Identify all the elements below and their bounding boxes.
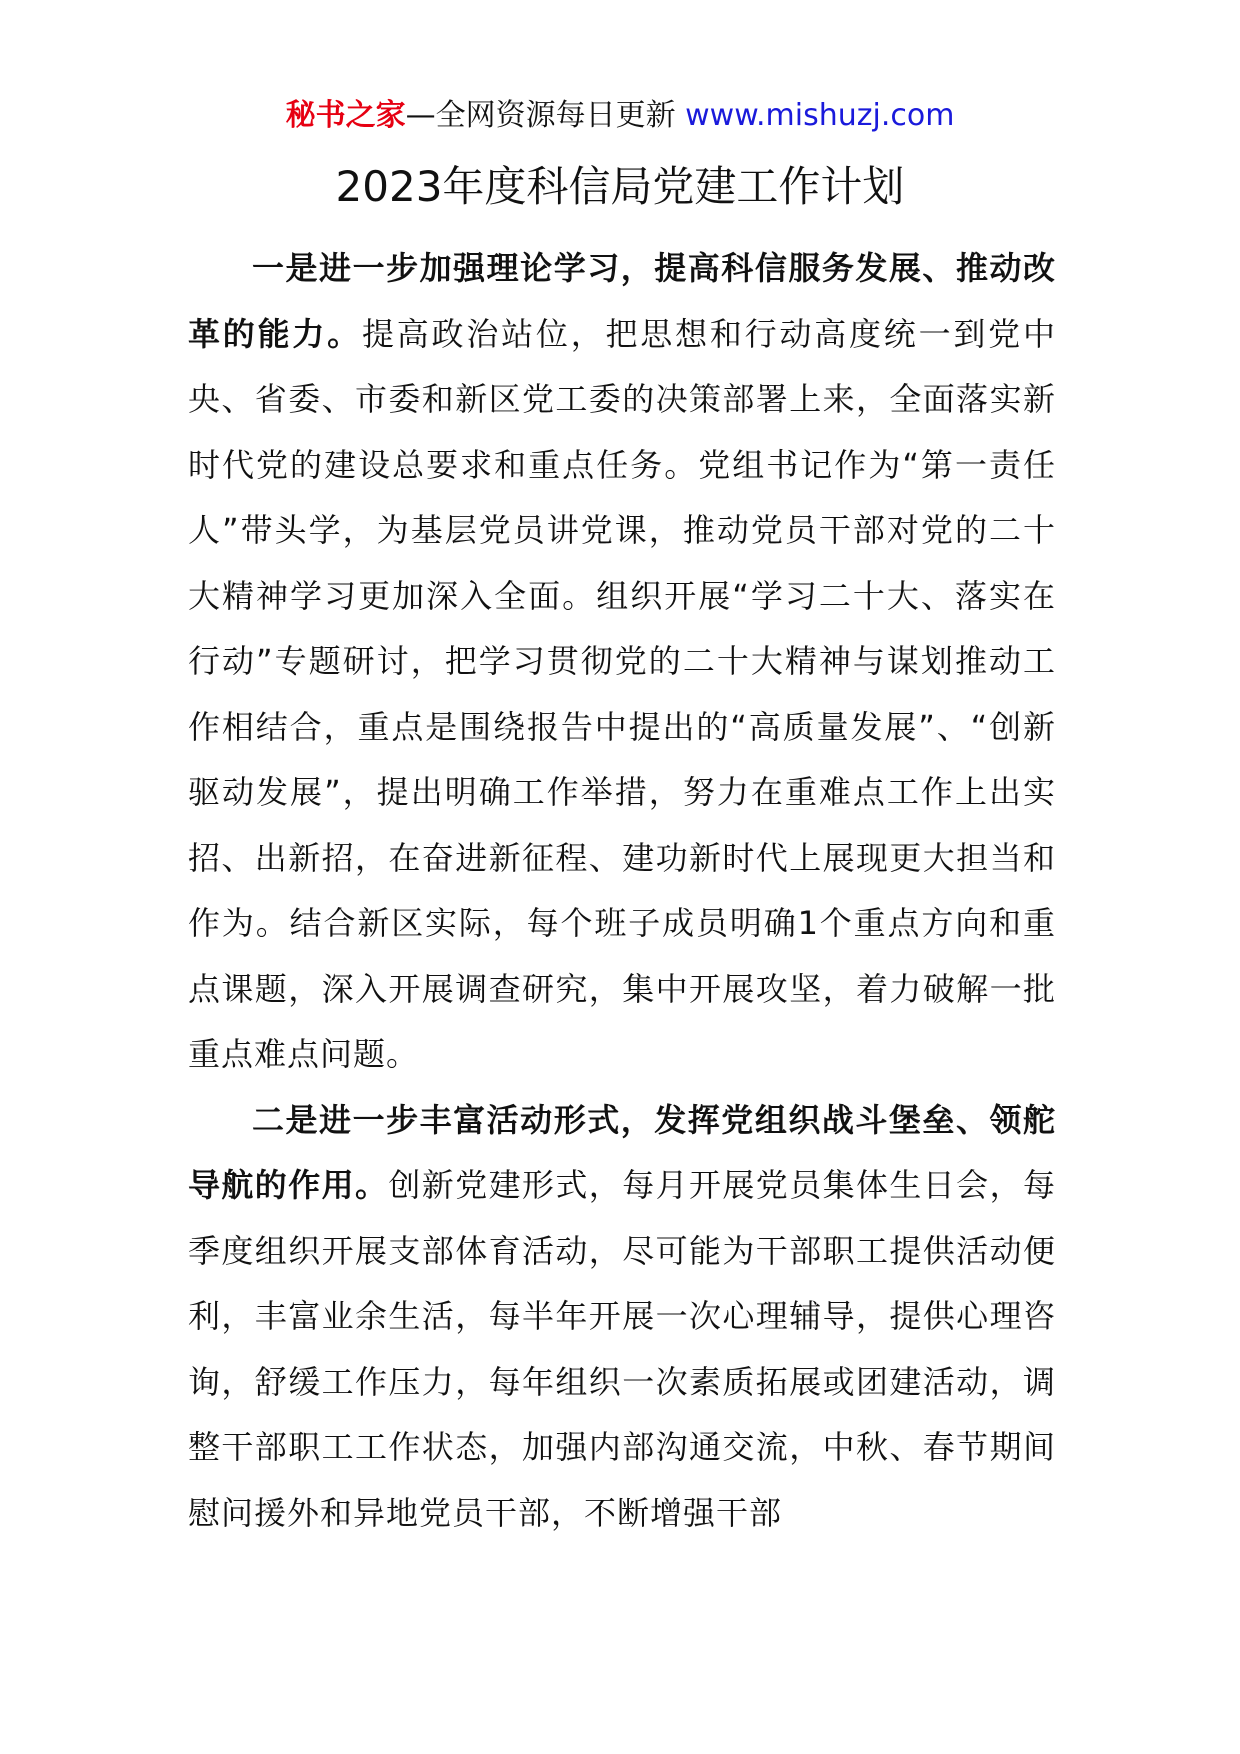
paragraph-2-text: 创新党建形式，每月开展党员集体生日会，每季度组织开展支部体育活动，尽可能为干部职工提供活动便利，丰富业余生活，每半年开展一次心理辅导，提供心理咨询，舒缓工作压力，每年组织一次素质拓展或团建活动，调整干部职工工作状态，加强内部沟通交流，中秋、春节期间慰问援外和异地党员干部，不断增强干部 xyxy=(188,1166,1056,1532)
paragraph-1-text: 提高政治站位，把思想和行动高度统一到党中央、省委、市委和新区党工委的决策部署上来，全面落实新时代党的建设总要求和重点任务。党组书记作为“第一责任人”带头学，为基层党员讲党课，推动党员干部对党的二十大精神学习更加深入全面。组织开展“学习二十大、落实在行动”专题研讨，把学习贯彻党的二十大精神与谋划推动工作相结合，重点是围绕报告中提出的“高质量发展”、“创新驱动发展”，提出明确工作举措，努力在重难点工作上出实招、出新招，在奋进新征程、建功新时代上展现更大担当和作为。结合新区实际，每个班子成员明确1个重点方向和重点课题，深入开展调查研究，集中开展攻坚，着力破解一批重点难点问题。 xyxy=(188,314,1056,1073)
paragraph-2 xyxy=(188,1088,1056,1547)
paragraph-2-lead: 二是进一步丰富活动形式，发挥党组织战斗堡垒、领舵导航的作用。 xyxy=(188,1100,1056,1204)
paragraph-1 xyxy=(188,236,1056,1088)
watermark-header xyxy=(0,98,1240,134)
document-body xyxy=(188,236,1056,1546)
site-url[interactable]: www.mishuzj.com xyxy=(685,98,955,133)
brand-name: 秘书之家 xyxy=(285,98,406,133)
paragraph-1-lead: 一是进一步加强理论学习，提高科信服务发展、推动改革的能力。 xyxy=(188,249,1056,353)
document-title: 2023年度科信局党建工作计划 xyxy=(335,162,905,211)
brand-tagline: —全网资源每日更新 xyxy=(405,98,676,133)
